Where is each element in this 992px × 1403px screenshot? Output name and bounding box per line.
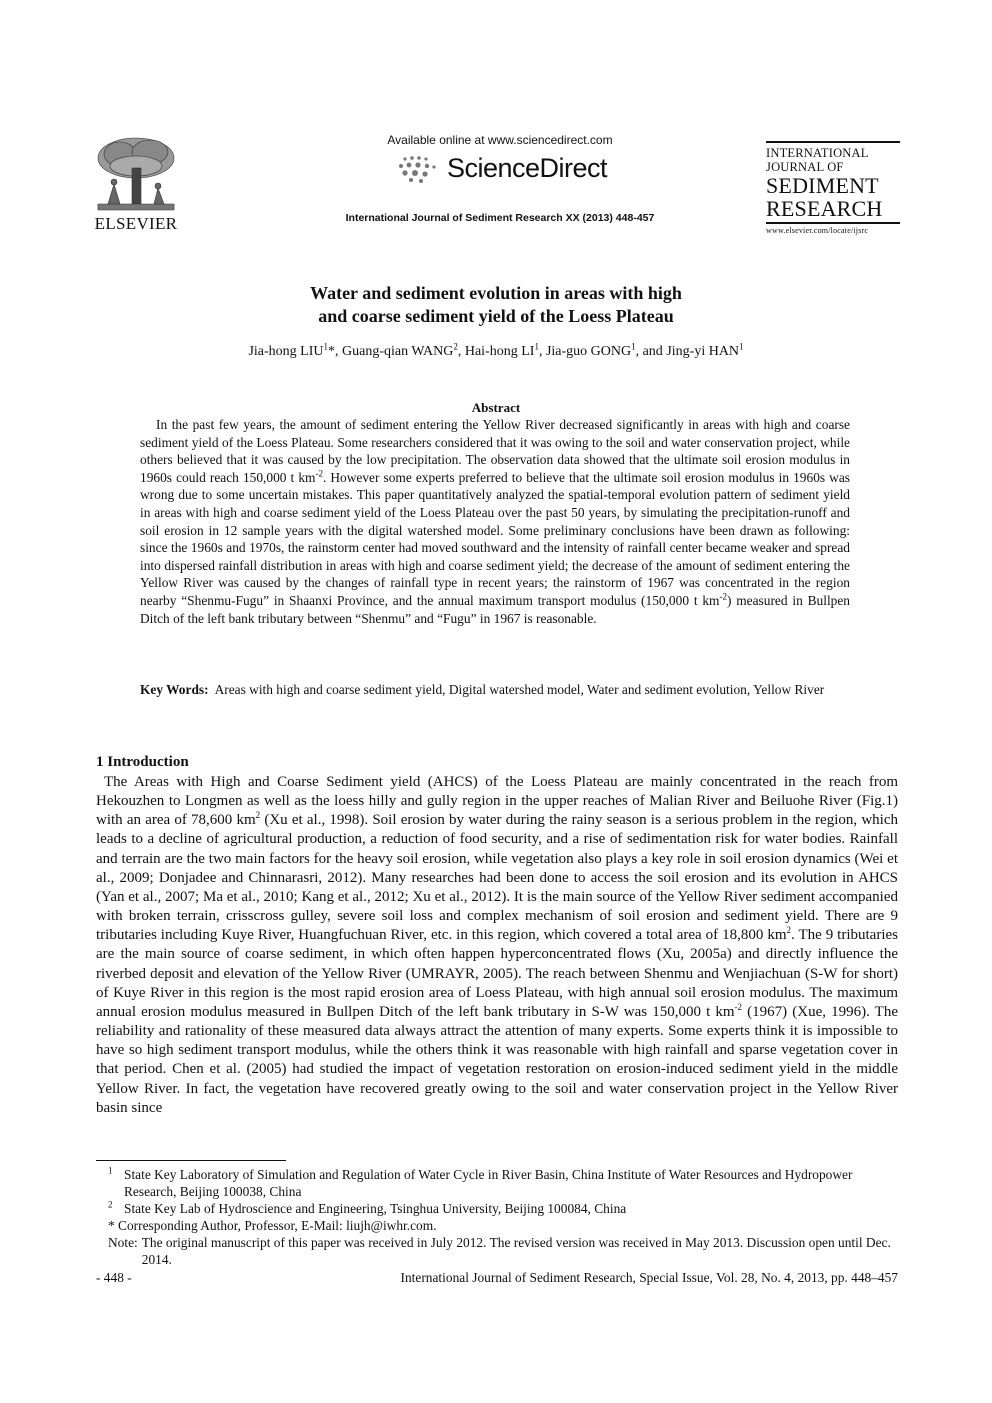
journal-logo-line4: RESEARCH bbox=[766, 196, 883, 221]
sciencedirect-header bbox=[330, 133, 670, 224]
author: Hai-hong $LI^1$, bbox=[464, 341, 546, 359]
abstract-text: In the past few years, the amount of sediment entering the Yellow River decreased significantly in areas with high and coarse sediment yield of the Loess Plateau. Some researchers considered that it was owing to the soil and water conservation project, while others believed that it was caused by the low precipitation. The observation data showed that the ultimate soil erosion modulus in 1960s could reach 150,000 t $km^{-2}$. However some experts preferred to believe that the ultimate soil erosion modulus in 1960s was wrong due to some uncertain mistakes. This paper quantitatively analyzed the spatial-temporal evolution pattern of sediment yield in areas with high and coarse sediment yield of the Loess Plateau over the past 50 years, by simulating the precipitation-runoff and soil erosion in 12 sample years with the digital watershed model. Some preliminary conclusions have been drawn as following: since the 1960s and 1970s, the rainstorm center had moved southward and the intensity of rainfall center became weaker and spread into dispersed rainfall distribution in areas with high and coarse sediment yield; the decrease of the amount of sediment entering the Yellow River was caused by the changes of rainfall type in recent years; the rainstorm of 1967 was concentrated in the region nearby “Shenmu-Fugu” in Shaanxi Province, and the annual maximum transport modulus (150,000 t $km^{-2}$) measured in Bullpen Ditch of the left bank tributary between “Shenmu” and “Fugu” in 1967 is reasonable. bbox=[140, 417, 850, 626]
journal-logo-url: www.elsevier.com/locate/ijsrc bbox=[766, 222, 900, 235]
abstract-heading: Abstract bbox=[471, 400, 521, 415]
keywords-label: Key Words: bbox=[140, 682, 209, 697]
footnotes bbox=[108, 1166, 898, 1268]
author: Guang-qian WANG$^2$, bbox=[342, 341, 465, 359]
author-list bbox=[0, 341, 992, 360]
footnote-note: Note: The original manuscript of this paper was received in July 2012. The revised version was received in May 2013. Discussion open until Dec. 2014. bbox=[108, 1235, 891, 1267]
author: Jia-hong LIU$^1$*, bbox=[248, 341, 342, 359]
author: Jing-yi HAN$^1$ bbox=[666, 341, 744, 359]
keywords bbox=[140, 681, 852, 699]
sciencedirect-dots-icon bbox=[393, 154, 441, 184]
article-title bbox=[0, 282, 992, 328]
keywords-text: Areas with high and coarse sediment yield, Digital watershed model, Water and sediment evolution, Yellow River bbox=[214, 682, 825, 697]
journal-logo-line3: SEDIMENT bbox=[766, 173, 879, 198]
footnote-corresponding-author: * Corresponding Author, Professor, E-Mail: liujh@iwhr.com. bbox=[108, 1218, 437, 1233]
journal-citation: International Journal of Sediment Research, Special Issue, Vol. 28, No. 4, 2013, pp. 448–457 bbox=[400, 1270, 898, 1285]
section-heading-introduction: 1 Introduction bbox=[96, 754, 189, 770]
footnote-affiliation-2: $^2$ State Key Lab of Hydroscience and Engineering, Tsinghua University, Beijing 100084, China bbox=[108, 1199, 627, 1216]
elsevier-tree-icon bbox=[90, 134, 182, 214]
elsevier-logo bbox=[86, 134, 186, 234]
title-line-2: and coarse sediment yield of the Loess Plateau bbox=[318, 306, 674, 326]
footnote-affiliation-1: $^1$ State Key Laboratory of Simulation and Regulation of Water Cycle in River Basin, China Institute of Water Resources and Hydropower Research, Beijing 100038, China bbox=[108, 1165, 853, 1199]
sciencedirect-wordmark: ScienceDirect bbox=[446, 153, 608, 183]
footnote-divider bbox=[96, 1160, 286, 1161]
title-line-1: Water and sediment evolution in areas with high bbox=[310, 283, 682, 303]
journal-logo-line1: INTERNATIONAL bbox=[766, 146, 869, 160]
journal-logo bbox=[766, 141, 900, 235]
available-online-text: Available online at www.sciencedirect.com bbox=[387, 133, 613, 147]
page-footer bbox=[96, 1270, 898, 1286]
page-number: - 448 - bbox=[96, 1270, 132, 1285]
publisher-name: ELSEVIER bbox=[94, 214, 178, 233]
journal-line: International Journal of Sediment Research XX (2013) 448-457 bbox=[345, 212, 655, 224]
introduction-text: The Areas with High and Coarse Sediment yield (AHCS) of the Loess Plateau are mainly concentrated in the reach from Hekouzhen to Longmen as well as the loess hilly and gully region in the upper reaches of Malian River and Beiluohe River (Fig.1) with an area of 78,600 $km^2$ (Xu et al., 1998). Soil erosion by water during the rainy season is a serious problem in the region, which leads to a decline of agricultural production, a reduction of food security, and a rise of sedimentation risk for water bodies. Rainfall and terrain are the two main factors for the heavy soil erosion, while vegetation also plays a key role in soil erosion dynamics (Wei et al., 2009; Donjadee and Chinnarasri, 2012). Many researches had been done to access the soil erosion and its evolution in AHCS (Yan et al., 2007; Ma et al., 2010; Kang et al., 2012; Xu et al., 2012). It is the main source of the Yellow River sediment accompanied with broken terrain, crisscross gulley, severe soil loss and complex mechanism of soil erosion and sediment yield. There are 9 tributaries including Kuye River, Huangfuchuan River, etc. in this region, which covered a total area of 18,800 $km^2$. The 9 tributaries are the main source of coarse sediment, in which often happen hyperconcentrated flows (Xu, 2005a) and directly influence the riverbed deposit and elevation of the Yellow River (UMRAYR, 2005). The reach between Shenmu and Wenjiachuan (S-W for short) of Kuye River in this region is the most rapid erosion area of Loess Plateau, with high annual soil erosion modulus. The maximum annual erosion modulus measured in Bullpen Ditch of the left bank tributary in S-W was 150,000 t $km^{-2}$ (1967) (Xue, 1996). The reliability and rationality of these measured data always attract the attention of many experts. Some experts think it is impossible to have so high sediment transport modulus, while the others think it was reasonable with high rainfall and sparse vegetation cover in that period. Chen et al. (2005) had studied the impact of vegetation restoration on erosion-induced sediment yield in the middle Yellow River. In fact, the vegetation have recovered greatly owing to the soil and water conservation project in the Yellow River basin since bbox=[96, 774, 898, 1116]
author: Jia-guo GONG$^1$, and bbox=[545, 341, 667, 359]
journal-logo-line2: JOURNAL OF bbox=[766, 160, 844, 174]
